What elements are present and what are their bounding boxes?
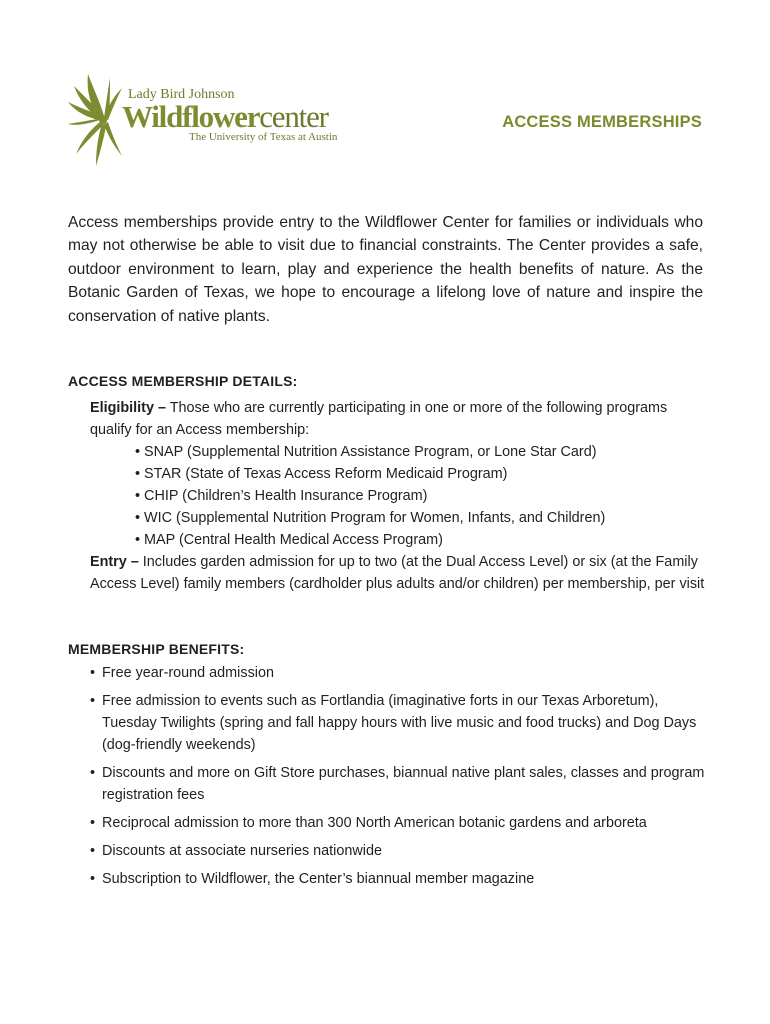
- benefit-item: [90, 868, 710, 890]
- bullet: •: [90, 765, 96, 781]
- intro-section: [68, 211, 703, 328]
- bullet: •: [135, 488, 141, 504]
- eligibility-label: Eligibility –: [90, 400, 166, 416]
- intro-paragraph: Access memberships provide entry to the Wildflower Center for families or individuals who may not otherwise be able to visit due to financial constraints. The Center provides a safe, outdoor environment to learn, play and experience the health benefits of nature. As the Botanic Garden of Texas, we hope to encourage a lifelong love of nature and inspire the conservation of native plants.: [68, 214, 703, 325]
- benefit-item-text: Discounts at associate nurseries nationwide: [102, 843, 382, 859]
- logo-wordmark-center: center: [259, 99, 328, 134]
- program-item-text: SNAP (Supplemental Nutrition Assistance Program, or Lone Star Card): [144, 444, 597, 460]
- benefit-item: [90, 812, 710, 834]
- eligibility-text: Those who are currently participating in one or more of the following programs qualify for an Access membership:: [90, 400, 668, 438]
- benefits-section-title: MEMBERSHIP BENEFITS:: [68, 641, 245, 657]
- program-item: [135, 463, 710, 485]
- program-item: [135, 485, 710, 507]
- benefit-item-text: Discounts and more on Gift Store purchases, biannual native plant sales, classes and program registration fees: [102, 765, 705, 803]
- entry-label: Entry –: [90, 554, 139, 570]
- benefit-item-text: Free admission to events such as Fortlandia (imaginative forts in our Texas Arboretum), Tuesday Twilights (spring and fall happy hours with live music and food trucks) and Dog Days (dog-friendly weekends): [102, 693, 697, 753]
- bullet: •: [135, 510, 141, 526]
- program-item-text: STAR (State of Texas Access Reform Medicaid Program): [144, 466, 508, 482]
- eligibility-paragraph: [90, 397, 710, 441]
- details-section-title: ACCESS MEMBERSHIP DETAILS:: [68, 373, 298, 389]
- program-item-text: MAP (Central Health Medical Access Program): [144, 532, 443, 548]
- program-item-text: CHIP (Children’s Health Insurance Program): [144, 488, 428, 504]
- benefit-item: [90, 762, 710, 806]
- bullet: •: [135, 532, 141, 548]
- benefit-item: [90, 840, 710, 862]
- benefit-item: [90, 690, 710, 756]
- program-item: [135, 441, 710, 463]
- entry-paragraph: [90, 551, 710, 595]
- bullet: •: [90, 843, 96, 859]
- logo-bottom-line: The University of Texas at Austin: [189, 131, 338, 143]
- logo-wordmark-wildflower: Wildflower: [122, 99, 260, 134]
- benefit-item: [90, 662, 710, 684]
- logo-top-line: Lady Bird Johnson: [128, 87, 235, 102]
- bullet: •: [90, 871, 96, 887]
- benefit-item-text: Subscription to Wildflower, the Center’s biannual member magazine: [102, 871, 535, 887]
- details-section: [90, 397, 710, 595]
- page-title: ACCESS MEMBERSHIPS: [502, 113, 702, 131]
- program-item-text: WIC (Supplemental Nutrition Program for Women, Infants, and Children): [144, 510, 606, 526]
- entry-text: Includes garden admission for up to two (at the Dual Access Level) or six (at the Family Access Level) family members (cardholder plus adults and/or children) per membership, per visit: [90, 554, 705, 592]
- logo-wordmark: [122, 101, 328, 132]
- bullet: •: [90, 665, 96, 681]
- benefit-item-text: Reciprocal admission to more than 300 North American botanic gardens and arboreta: [102, 815, 647, 831]
- benefits-list: [90, 662, 710, 896]
- program-item: [135, 507, 710, 529]
- wildflower-center-logo: [66, 68, 356, 172]
- program-item: [135, 529, 710, 551]
- bullet: •: [135, 466, 141, 482]
- bullet: •: [90, 693, 96, 709]
- benefit-item-text: Free year-round admission: [102, 665, 274, 681]
- program-list: [90, 441, 710, 551]
- bullet: •: [135, 444, 141, 460]
- bullet: •: [90, 815, 96, 831]
